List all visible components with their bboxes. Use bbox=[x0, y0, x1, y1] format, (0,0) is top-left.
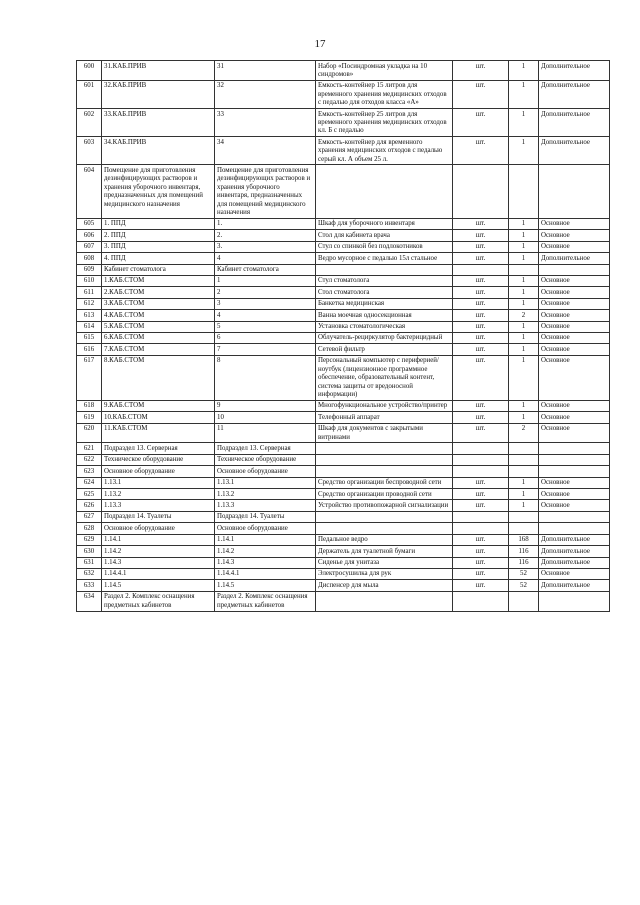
row-number-cell: 612 bbox=[77, 298, 102, 309]
code-cell: 2. ППД bbox=[102, 230, 215, 241]
code-cell: 7.КАБ.СТОМ bbox=[102, 344, 215, 355]
unit-cell: шт. bbox=[453, 557, 509, 568]
item-name-cell: 11 bbox=[215, 423, 316, 443]
code-cell: 1.14.3 bbox=[102, 557, 215, 568]
quantity-cell: 116 bbox=[509, 557, 539, 568]
quantity-cell bbox=[509, 591, 539, 611]
table-row bbox=[77, 310, 610, 321]
table-row bbox=[77, 321, 610, 332]
table-row bbox=[77, 546, 610, 557]
equipment-type-cell: Дополнительное bbox=[539, 546, 610, 557]
quantity-cell: 2 bbox=[509, 310, 539, 321]
description-cell: Средство организации проводной сети bbox=[316, 489, 453, 500]
quantity-cell: 1 bbox=[509, 500, 539, 511]
unit-cell: шт. bbox=[453, 310, 509, 321]
item-name-cell: 1. bbox=[215, 218, 316, 229]
table-row bbox=[77, 523, 610, 534]
description-cell bbox=[316, 454, 453, 465]
quantity-cell: 1 bbox=[509, 321, 539, 332]
equipment-type-cell: Основное bbox=[539, 287, 610, 298]
description-cell: Установка стоматологическая bbox=[316, 321, 453, 332]
table-row bbox=[77, 534, 610, 545]
code-cell: 34.КАБ.ПРИВ bbox=[102, 137, 215, 165]
code-cell: 5.КАБ.СТОМ bbox=[102, 321, 215, 332]
description-cell: Электросушилка для рук bbox=[316, 568, 453, 579]
description-cell: Емкость-контейнер для временного хранения медицинских отходов с педалью серый кл. А объем 25 л. bbox=[316, 137, 453, 165]
row-number-cell: 631 bbox=[77, 557, 102, 568]
table-row bbox=[77, 218, 610, 229]
item-name-cell: 1.14.2 bbox=[215, 546, 316, 557]
row-number-cell: 611 bbox=[77, 287, 102, 298]
code-cell: 32.КАБ.ПРИВ bbox=[102, 80, 215, 108]
item-name-cell: 1.13.3 bbox=[215, 500, 316, 511]
unit-cell: шт. bbox=[453, 500, 509, 511]
row-number-cell: 615 bbox=[77, 332, 102, 343]
code-cell: 1. ППД bbox=[102, 218, 215, 229]
equipment-type-cell: Основное bbox=[539, 489, 610, 500]
quantity-cell bbox=[509, 454, 539, 465]
description-cell: Банкетка медицинская bbox=[316, 298, 453, 309]
table-row bbox=[77, 412, 610, 423]
table-row bbox=[77, 400, 610, 411]
unit-cell: шт. bbox=[453, 580, 509, 591]
row-number-cell: 628 bbox=[77, 523, 102, 534]
code-cell: Раздел 2. Комплекс оснащения предметных кабинетов bbox=[102, 591, 215, 611]
description-cell: Устройство противопожарной сигнализации bbox=[316, 500, 453, 511]
row-number-cell: 607 bbox=[77, 241, 102, 252]
description-cell bbox=[316, 523, 453, 534]
equipment-type-cell: Основное bbox=[539, 230, 610, 241]
row-number-cell: 622 bbox=[77, 454, 102, 465]
row-number-cell: 632 bbox=[77, 568, 102, 579]
unit-cell: шт. bbox=[453, 355, 509, 400]
description-cell: Стол для кабинета врача bbox=[316, 230, 453, 241]
row-number-cell: 617 bbox=[77, 355, 102, 400]
row-number-cell: 609 bbox=[77, 264, 102, 275]
equipment-type-cell bbox=[539, 511, 610, 522]
item-name-cell: Подраздел 13. Серверная bbox=[215, 443, 316, 454]
table-row bbox=[77, 443, 610, 454]
quantity-cell: 2 bbox=[509, 423, 539, 443]
row-number-cell: 616 bbox=[77, 344, 102, 355]
unit-cell: шт. bbox=[453, 218, 509, 229]
unit-cell: шт. bbox=[453, 275, 509, 286]
unit-cell: шт. bbox=[453, 298, 509, 309]
row-number-cell: 634 bbox=[77, 591, 102, 611]
code-cell: 3. ППД bbox=[102, 241, 215, 252]
unit-cell: шт. bbox=[453, 546, 509, 557]
code-cell: 3.КАБ.СТОМ bbox=[102, 298, 215, 309]
row-number-cell: 603 bbox=[77, 137, 102, 165]
unit-cell: шт. bbox=[453, 477, 509, 488]
quantity-cell: 1 bbox=[509, 80, 539, 108]
description-cell: Ванна моечная односекционная bbox=[316, 310, 453, 321]
description-cell bbox=[316, 443, 453, 454]
code-cell: 1.14.4.1 bbox=[102, 568, 215, 579]
item-name-cell: Раздел 2. Комплекс оснащения предметных кабинетов bbox=[215, 591, 316, 611]
item-name-cell: 2. bbox=[215, 230, 316, 241]
code-cell: 1.13.1 bbox=[102, 477, 215, 488]
equipment-type-cell: Основное bbox=[539, 500, 610, 511]
description-cell: Емкость-контейнер 25 литров для временного хранения медицинских отходов кл. Б с педалью bbox=[316, 109, 453, 137]
description-cell: Педальное ведро bbox=[316, 534, 453, 545]
unit-cell: шт. bbox=[453, 344, 509, 355]
equipment-type-cell bbox=[539, 165, 610, 218]
item-name-cell: Помещение для приготовления дезинфицирующих растворов и хранения уборочного инвентаря, предназначенных для помещений медицинского назначения bbox=[215, 165, 316, 218]
quantity-cell: 1 bbox=[509, 400, 539, 411]
equipment-type-cell: Дополнительное bbox=[539, 557, 610, 568]
equipment-type-cell: Основное bbox=[539, 423, 610, 443]
description-cell: Стул со спинкой без подлокотников bbox=[316, 241, 453, 252]
unit-cell: шт. bbox=[453, 568, 509, 579]
description-cell: Облучатель-рециркулятор бактерицидный bbox=[316, 332, 453, 343]
unit-cell bbox=[453, 264, 509, 275]
table-row bbox=[77, 466, 610, 477]
row-number-cell: 623 bbox=[77, 466, 102, 477]
table-row bbox=[77, 332, 610, 343]
item-name-cell: 1.13.1 bbox=[215, 477, 316, 488]
unit-cell: шт. bbox=[453, 109, 509, 137]
quantity-cell: 52 bbox=[509, 580, 539, 591]
unit-cell bbox=[453, 511, 509, 522]
item-name-cell: 1.14.3 bbox=[215, 557, 316, 568]
equipment-type-cell: Основное bbox=[539, 412, 610, 423]
quantity-cell: 1 bbox=[509, 109, 539, 137]
item-name-cell: 4 bbox=[215, 310, 316, 321]
item-name-cell: 1.14.4.1 bbox=[215, 568, 316, 579]
description-cell: Шкаф для уборочного инвентаря bbox=[316, 218, 453, 229]
code-cell: Помещение для приготовления дезинфицирующих растворов и хранения уборочного инвентаря, предназначенных для помещений медицинского назначения bbox=[102, 165, 215, 218]
quantity-cell: 1 bbox=[509, 253, 539, 264]
description-cell: Многофункциональное устройство/принтер bbox=[316, 400, 453, 411]
unit-cell bbox=[453, 523, 509, 534]
item-name-cell: 6 bbox=[215, 332, 316, 343]
table-row bbox=[77, 287, 610, 298]
description-cell: Средство организации беспроводной сети bbox=[316, 477, 453, 488]
table-row bbox=[77, 61, 610, 81]
row-number-cell: 600 bbox=[77, 61, 102, 81]
table-row bbox=[77, 253, 610, 264]
code-cell: 1.14.1 bbox=[102, 534, 215, 545]
row-number-cell: 606 bbox=[77, 230, 102, 241]
table-row bbox=[77, 591, 610, 611]
row-number-cell: 614 bbox=[77, 321, 102, 332]
code-cell: 4.КАБ.СТОМ bbox=[102, 310, 215, 321]
row-number-cell: 610 bbox=[77, 275, 102, 286]
item-name-cell: 1.14.5 bbox=[215, 580, 316, 591]
table-row bbox=[77, 80, 610, 108]
code-cell: 31.КАБ.ПРИВ bbox=[102, 61, 215, 81]
equipment-type-cell: Дополнительное bbox=[539, 534, 610, 545]
unit-cell: шт. bbox=[453, 400, 509, 411]
row-number-cell: 620 bbox=[77, 423, 102, 443]
equipment-type-cell bbox=[539, 443, 610, 454]
item-name-cell: 3 bbox=[215, 298, 316, 309]
row-number-cell: 602 bbox=[77, 109, 102, 137]
equipment-type-cell: Основное bbox=[539, 218, 610, 229]
item-name-cell: 9 bbox=[215, 400, 316, 411]
unit-cell bbox=[453, 466, 509, 477]
item-name-cell: Подраздел 14. Туалеты bbox=[215, 511, 316, 522]
table-row bbox=[77, 230, 610, 241]
item-name-cell: 1.13.2 bbox=[215, 489, 316, 500]
item-name-cell: 32 bbox=[215, 80, 316, 108]
row-number-cell: 624 bbox=[77, 477, 102, 488]
table-row bbox=[77, 109, 610, 137]
quantity-cell: 52 bbox=[509, 568, 539, 579]
description-cell: Сиденье для унитаза bbox=[316, 557, 453, 568]
description-cell: Держатель для туалетной бумаги bbox=[316, 546, 453, 557]
equipment-type-cell: Основное bbox=[539, 321, 610, 332]
code-cell: Техническое оборудование bbox=[102, 454, 215, 465]
item-name-cell: 33 bbox=[215, 109, 316, 137]
quantity-cell: 1 bbox=[509, 218, 539, 229]
item-name-cell: 1.14.1 bbox=[215, 534, 316, 545]
item-name-cell: 5 bbox=[215, 321, 316, 332]
table-row bbox=[77, 241, 610, 252]
description-cell: Шкаф для документов с закрытыми витринами bbox=[316, 423, 453, 443]
unit-cell bbox=[453, 443, 509, 454]
description-cell: Диспенсер для мыла bbox=[316, 580, 453, 591]
item-name-cell: 7 bbox=[215, 344, 316, 355]
equipment-type-cell: Основное bbox=[539, 400, 610, 411]
unit-cell bbox=[453, 454, 509, 465]
code-cell: 10.КАБ.СТОМ bbox=[102, 412, 215, 423]
quantity-cell bbox=[509, 466, 539, 477]
item-name-cell: Основное оборудование bbox=[215, 466, 316, 477]
quantity-cell: 1 bbox=[509, 230, 539, 241]
code-cell: 2.КАБ.СТОМ bbox=[102, 287, 215, 298]
equipment-type-cell: Основное bbox=[539, 477, 610, 488]
row-number-cell: 618 bbox=[77, 400, 102, 411]
table-row bbox=[77, 454, 610, 465]
item-name-cell: 8 bbox=[215, 355, 316, 400]
table-row bbox=[77, 355, 610, 400]
table-row bbox=[77, 511, 610, 522]
item-name-cell: 1 bbox=[215, 275, 316, 286]
equipment-type-cell: Основное bbox=[539, 344, 610, 355]
code-cell: 1.13.2 bbox=[102, 489, 215, 500]
code-cell: Кабинет стоматолога bbox=[102, 264, 215, 275]
item-name-cell: 31 bbox=[215, 61, 316, 81]
description-cell bbox=[316, 591, 453, 611]
table-row bbox=[77, 275, 610, 286]
table-row bbox=[77, 298, 610, 309]
code-cell: Подраздел 14. Туалеты bbox=[102, 511, 215, 522]
equipment-type-cell bbox=[539, 264, 610, 275]
equipment-type-cell: Основное bbox=[539, 355, 610, 400]
unit-cell: шт. bbox=[453, 332, 509, 343]
unit-cell: шт. bbox=[453, 241, 509, 252]
unit-cell: шт. bbox=[453, 137, 509, 165]
code-cell: 1.13.3 bbox=[102, 500, 215, 511]
row-number-cell: 630 bbox=[77, 546, 102, 557]
quantity-cell: 1 bbox=[509, 489, 539, 500]
unit-cell: шт. bbox=[453, 412, 509, 423]
row-number-cell: 626 bbox=[77, 500, 102, 511]
table-row bbox=[77, 580, 610, 591]
item-name-cell: 10 bbox=[215, 412, 316, 423]
code-cell: 33.КАБ.ПРИВ bbox=[102, 109, 215, 137]
equipment-type-cell: Дополнительное bbox=[539, 109, 610, 137]
equipment-type-cell bbox=[539, 523, 610, 534]
page-number: 17 bbox=[314, 38, 326, 50]
quantity-cell: 1 bbox=[509, 355, 539, 400]
unit-cell bbox=[453, 165, 509, 218]
quantity-cell: 1 bbox=[509, 61, 539, 81]
equipment-type-cell: Основное bbox=[539, 568, 610, 579]
table-row bbox=[77, 344, 610, 355]
unit-cell: шт. bbox=[453, 489, 509, 500]
equipment-type-cell: Дополнительное bbox=[539, 580, 610, 591]
unit-cell bbox=[453, 591, 509, 611]
description-cell: Персональный компьютер с периферией/ноутбук (лицензионное программное обеспечение, образовательный контент, система защиты от вредоносной информации) bbox=[316, 355, 453, 400]
code-cell: 11.КАБ.СТОМ bbox=[102, 423, 215, 443]
equipment-type-cell: Основное bbox=[539, 275, 610, 286]
description-cell: Набор «Посиндромная укладка на 10 синдромов» bbox=[316, 61, 453, 81]
equipment-table bbox=[76, 60, 610, 612]
table-row bbox=[77, 477, 610, 488]
code-cell: 4. ППД bbox=[102, 253, 215, 264]
code-cell: 8.КАБ.СТОМ bbox=[102, 355, 215, 400]
quantity-cell: 1 bbox=[509, 137, 539, 165]
equipment-type-cell: Основное bbox=[539, 241, 610, 252]
equipment-type-cell: Дополнительное bbox=[539, 80, 610, 108]
quantity-cell: 1 bbox=[509, 477, 539, 488]
row-number-cell: 613 bbox=[77, 310, 102, 321]
quantity-cell: 1 bbox=[509, 275, 539, 286]
row-number-cell: 627 bbox=[77, 511, 102, 522]
row-number-cell: 621 bbox=[77, 443, 102, 454]
unit-cell: шт. bbox=[453, 423, 509, 443]
description-cell: Стул стоматолога bbox=[316, 275, 453, 286]
description-cell: Стол стоматолога bbox=[316, 287, 453, 298]
code-cell: 1.14.2 bbox=[102, 546, 215, 557]
quantity-cell bbox=[509, 264, 539, 275]
description-cell: Сетевой фильтр bbox=[316, 344, 453, 355]
quantity-cell bbox=[509, 165, 539, 218]
quantity-cell: 1 bbox=[509, 332, 539, 343]
equipment-type-cell: Дополнительное bbox=[539, 137, 610, 165]
quantity-cell bbox=[509, 511, 539, 522]
code-cell: Подраздел 13. Серверная bbox=[102, 443, 215, 454]
code-cell: Основное оборудование bbox=[102, 466, 215, 477]
quantity-cell: 1 bbox=[509, 298, 539, 309]
equipment-type-cell: Основное bbox=[539, 332, 610, 343]
quantity-cell: 1 bbox=[509, 287, 539, 298]
item-name-cell: 4 bbox=[215, 253, 316, 264]
unit-cell: шт. bbox=[453, 230, 509, 241]
item-name-cell: Основное оборудование bbox=[215, 523, 316, 534]
table-body bbox=[77, 61, 610, 612]
unit-cell: шт. bbox=[453, 253, 509, 264]
unit-cell: шт. bbox=[453, 534, 509, 545]
code-cell: 9.КАБ.СТОМ bbox=[102, 400, 215, 411]
row-number-cell: 601 bbox=[77, 80, 102, 108]
description-cell bbox=[316, 466, 453, 477]
quantity-cell: 1 bbox=[509, 241, 539, 252]
row-number-cell: 629 bbox=[77, 534, 102, 545]
quantity-cell: 168 bbox=[509, 534, 539, 545]
equipment-type-cell: Основное bbox=[539, 298, 610, 309]
row-number-cell: 604 bbox=[77, 165, 102, 218]
table-row bbox=[77, 264, 610, 275]
description-cell bbox=[316, 264, 453, 275]
quantity-cell bbox=[509, 443, 539, 454]
item-name-cell: Техническое оборудование bbox=[215, 454, 316, 465]
row-number-cell: 633 bbox=[77, 580, 102, 591]
row-number-cell: 619 bbox=[77, 412, 102, 423]
description-cell bbox=[316, 165, 453, 218]
equipment-type-cell bbox=[539, 591, 610, 611]
equipment-type-cell: Дополнительное bbox=[539, 253, 610, 264]
table-row bbox=[77, 137, 610, 165]
equipment-type-cell bbox=[539, 466, 610, 477]
item-name-cell: Кабинет стоматолога bbox=[215, 264, 316, 275]
description-cell: Телефонный аппарат bbox=[316, 412, 453, 423]
quantity-cell: 1 bbox=[509, 412, 539, 423]
unit-cell: шт. bbox=[453, 61, 509, 81]
description-cell: Ведро мусорное с педалью 15л стальное bbox=[316, 253, 453, 264]
code-cell: 1.14.5 bbox=[102, 580, 215, 591]
row-number-cell: 608 bbox=[77, 253, 102, 264]
table-row bbox=[77, 489, 610, 500]
description-cell bbox=[316, 511, 453, 522]
quantity-cell: 1 bbox=[509, 344, 539, 355]
row-number-cell: 605 bbox=[77, 218, 102, 229]
unit-cell: шт. bbox=[453, 287, 509, 298]
equipment-type-cell bbox=[539, 454, 610, 465]
unit-cell: шт. bbox=[453, 321, 509, 332]
item-name-cell: 2 bbox=[215, 287, 316, 298]
item-name-cell: 34 bbox=[215, 137, 316, 165]
table-row bbox=[77, 568, 610, 579]
table-row bbox=[77, 557, 610, 568]
code-cell: Основное оборудование bbox=[102, 523, 215, 534]
table-row bbox=[77, 423, 610, 443]
row-number-cell: 625 bbox=[77, 489, 102, 500]
unit-cell: шт. bbox=[453, 80, 509, 108]
table-row bbox=[77, 165, 610, 218]
equipment-type-cell: Основное bbox=[539, 310, 610, 321]
quantity-cell: 116 bbox=[509, 546, 539, 557]
code-cell: 6.КАБ.СТОМ bbox=[102, 332, 215, 343]
equipment-type-cell: Дополнительное bbox=[539, 61, 610, 81]
table-row bbox=[77, 500, 610, 511]
description-cell: Емкость-контейнер 15 литров для временного хранения медицинских отходов с педалью для отходов класса «А» bbox=[316, 80, 453, 108]
code-cell: 1.КАБ.СТОМ bbox=[102, 275, 215, 286]
item-name-cell: 3. bbox=[215, 241, 316, 252]
quantity-cell bbox=[509, 523, 539, 534]
